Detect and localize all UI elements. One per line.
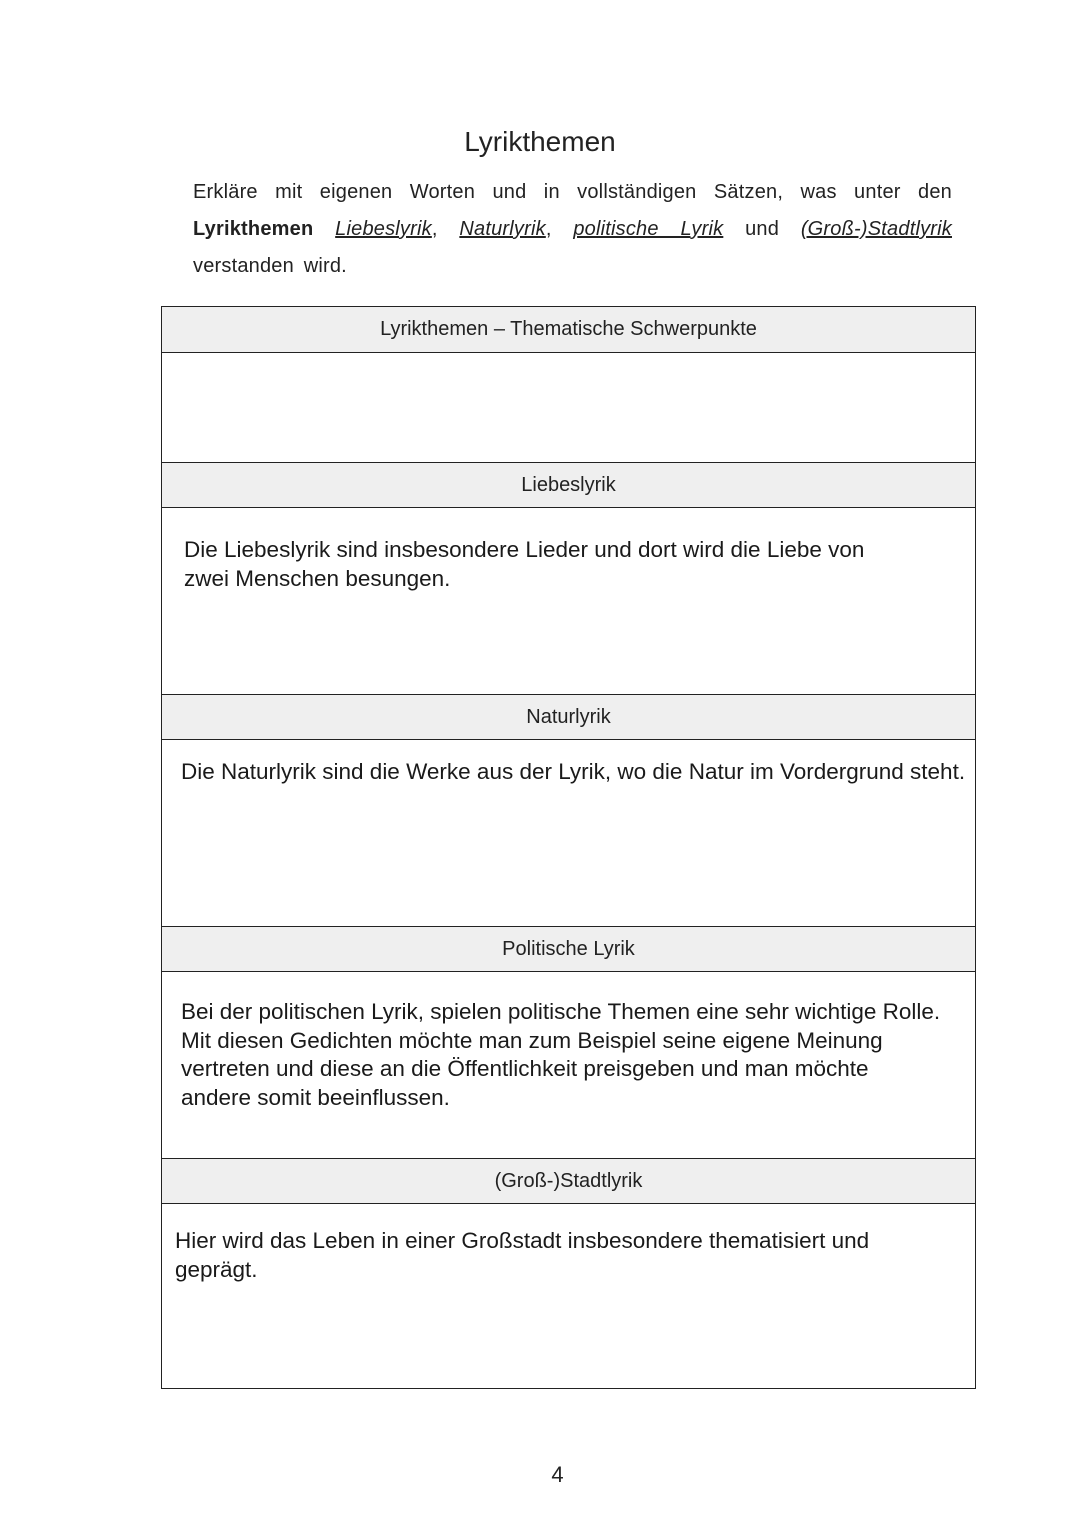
instructions-separator: ,: [545, 218, 574, 240]
term-grossstadtlyrik: (Groß-)Stadtlyrik: [800, 218, 952, 240]
task-instructions: [193, 174, 952, 285]
table-header: Lyrikthemen – Thematische Schwerpunkte: [162, 307, 975, 353]
section-heading-grossstadtlyrik: (Groß-)Stadtlyrik: [162, 1158, 975, 1204]
section-heading-liebeslyrik: Liebeslyrik: [162, 462, 975, 508]
section-heading-politische-lyrik: Politische Lyrik: [162, 926, 975, 972]
term-naturlyrik: Naturlyrik: [459, 218, 546, 240]
instructions-separator: ,: [431, 218, 460, 240]
section-text-politische-lyrik: Bei der politischen Lyrik, spielen politische Themen eine sehr wichtige Rolle. Mit diesen Gedichten möchte man zum Beispiel seine eigene Meinung vertreten und diese an die Öffentlichkeit preisgeben und man möchte andere somit beeinflussen.: [181, 999, 941, 1110]
instructions-outro: verstanden wird.: [193, 255, 347, 277]
instructions-intro: Erkläre mit eigenen Worten und in vollständigen Sätzen, was unter den: [193, 181, 952, 203]
term-politische-lyrik: politische Lyrik: [573, 218, 724, 240]
instructions-separator: und: [723, 218, 801, 240]
section-text-grossstadtlyrik: Hier wird das Leben in einer Großstadt insbesondere thematisiert und geprägt.: [175, 1228, 870, 1282]
section-text-naturlyrik: Die Naturlyrik sind die Werke aus der Lyrik, wo die Natur im Vordergrund steht.: [181, 759, 966, 784]
lyrik-themes-table: [161, 306, 976, 1389]
page-number: 4: [551, 1462, 564, 1487]
page-title: Lyrikthemen: [464, 126, 616, 157]
instructions-bold-term: Lyrikthemen: [193, 218, 314, 240]
section-heading-naturlyrik: Naturlyrik: [162, 694, 975, 740]
term-liebeslyrik: Liebeslyrik: [335, 218, 432, 240]
section-text-liebeslyrik: Die Liebeslyrik sind insbesondere Lieder und dort wird die Liebe von zwei Menschen besungen.: [184, 537, 865, 591]
